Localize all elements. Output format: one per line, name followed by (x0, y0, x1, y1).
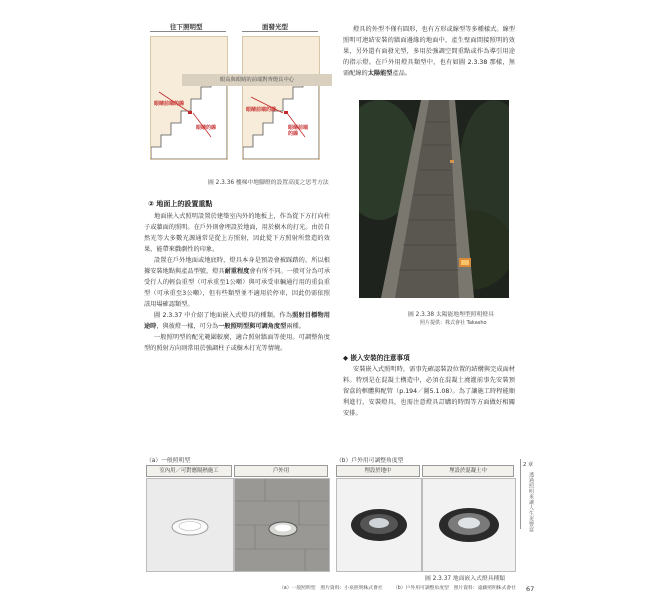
indoor-fixture-drawing (147, 479, 233, 571)
right-top-text (343, 24, 515, 79)
left-eye-label: 眼睛的線 (196, 125, 217, 131)
indoor-downlight-photo (146, 478, 234, 572)
p3-text-a: 圖 2.3.37 中介紹了地面嵌入式燈具的種類。作為 (154, 312, 293, 319)
p3-text-c: ，與彼燈一樣，可分為 (156, 323, 219, 330)
install-notes-body (343, 364, 515, 419)
figure-237-caption: 圖 2.3.37 地面嵌入式燈具種類 (425, 576, 506, 582)
figure-236-caption: 圖 2.3.36 樓梯中地腳燈的設置高度之思考方法 (208, 180, 329, 186)
install-paragraph: 安裝嵌入式照明時，需事先確認裝設位置的結構與完成面材料。特別是在混凝土構造中，必須在混凝土澆灌前事先安裝預留盒的框體與配管（p.194／圖5.1.08）。為了讓施工時程能順利進行，安裝燈具，也需注意燈具訂購的時間等方面做好相關安排。 (343, 366, 515, 417)
section-body (144, 211, 330, 354)
p2-emphasis: 耐重程度 (224, 268, 250, 275)
outdoor-fixture-drawing (235, 479, 329, 571)
paragraph-2 (144, 255, 330, 310)
left-eye-front-label: 眼睛前端的線 (154, 101, 185, 107)
a-box1-title: 室內用／可對應隔熱施工 (146, 465, 232, 477)
a-box2-title: 戶外用 (234, 465, 328, 477)
figure-b-label: （b）戶外用可調整角度型 (336, 458, 404, 464)
left-panel-title: 往下照明型 (170, 23, 203, 31)
solar-emphasis: 太陽能型 (367, 70, 393, 77)
right-panel-rule (242, 31, 318, 32)
left-stair-drawing (151, 37, 227, 159)
b-box2-title: 埋設於混凝土中 (422, 465, 514, 477)
right-text-c: 產品。 (392, 70, 412, 77)
paragraph-4: 一般照明型的配光範圍較廣，適合照射牆面等使用。可調整角度型的照射方向則常用於強調柱子或樹木打光等情境。 (144, 334, 330, 352)
stair-lighting-diagram (148, 22, 328, 172)
figure-237-credit-a: （a）一般照明型 照片資料：小泉照明株式會社 (279, 586, 383, 591)
figure-238-caption: 圖 2.3.38 太陽能地埋型照明燈具 (408, 312, 494, 318)
page-number: 67 (526, 585, 535, 593)
chapter-label: 2 章 (523, 462, 534, 468)
outdoor-downlight-photo (234, 478, 330, 572)
right-stair-drawing (243, 37, 319, 159)
paragraph-3 (144, 310, 330, 332)
garden-path-illustration (359, 100, 509, 298)
right-text-a: 燈具的外型不僅有圓形，也有方形或線型等多種樣式。線型照明可連結安裝的牆面邊緣的地面中，產生壁面間接照明的效果，另外還有面發光型，多用於強調空間重點或作為導引用途的指示燈。在戶外用燈具類型中，也有如圖 2.3.38 那樣，無需配線的 (343, 26, 515, 77)
section-heading: ② 地面上的設置重點 (148, 200, 213, 208)
figure-238-credit: 照片提供：株式會社 Takasho (420, 320, 487, 326)
figure-a-label: （a）一般照明型 (146, 458, 191, 464)
p3-emphasis-2: 一般照明型與可調角度型 (218, 323, 287, 330)
paragraph-1: 地面嵌入式照明設置於建築室內外的地板上，作為從下方打向柱子或牆面的照明。在戶外則會埋設於地面，用於樹木的打光。由於自然光等大多數光源通常是從上方照射，因此從下方照射所營造的效果，能帶來戲劇性的印象。 (144, 213, 330, 253)
right-paragraph (343, 24, 515, 79)
p2-text-a: 設置在戶外地面或地底時，燈具本身是預設會被踩踏的，所以根據安裝地點與產品型號，燈具 (144, 257, 330, 275)
right-stair-panel (242, 36, 320, 160)
in-ground-fixture-drawing (337, 479, 421, 571)
right-eye-front-label-2: 眼睛前端的線 (288, 125, 309, 137)
left-stair-panel (150, 36, 228, 160)
right-panel-title: 面發光型 (262, 23, 288, 31)
figure-237-credit-b: （b）戶外用可調整角度型 照片資料：遠藤照明株式會社 (393, 586, 516, 591)
p2-text-c: 會有所不同。一般可分為可承受行人的輕負重型（可承重至1公噸）與可承受車輛通行用的重負重型（可承重至3公噸），但有些類型並不適用於停車，因此仍需依照該用場確認類型。 (144, 268, 331, 308)
chapter-vertical-title: 透過照明來讓人生更豐富 (528, 472, 534, 533)
p3-emphasis-1: 照射目標物用途時 (144, 312, 330, 330)
left-panel-rule (150, 31, 226, 32)
in-ground-fixture-photo (336, 478, 422, 572)
p3-text-e: 兩種。 (286, 323, 305, 330)
in-concrete-fixture-drawing (423, 479, 515, 571)
eye-level-band: 眼高與眼睛的前端對齊燈具中心 (182, 74, 332, 86)
right-eye-front-label: 眼睛前端的線 (246, 107, 277, 113)
b-box1-title: 埋設於地中 (336, 465, 420, 477)
in-concrete-fixture-photo (422, 478, 516, 572)
solar-path-photo (359, 100, 509, 298)
install-notes-heading: ◆ 嵌入安裝的注意事項 (343, 354, 410, 362)
